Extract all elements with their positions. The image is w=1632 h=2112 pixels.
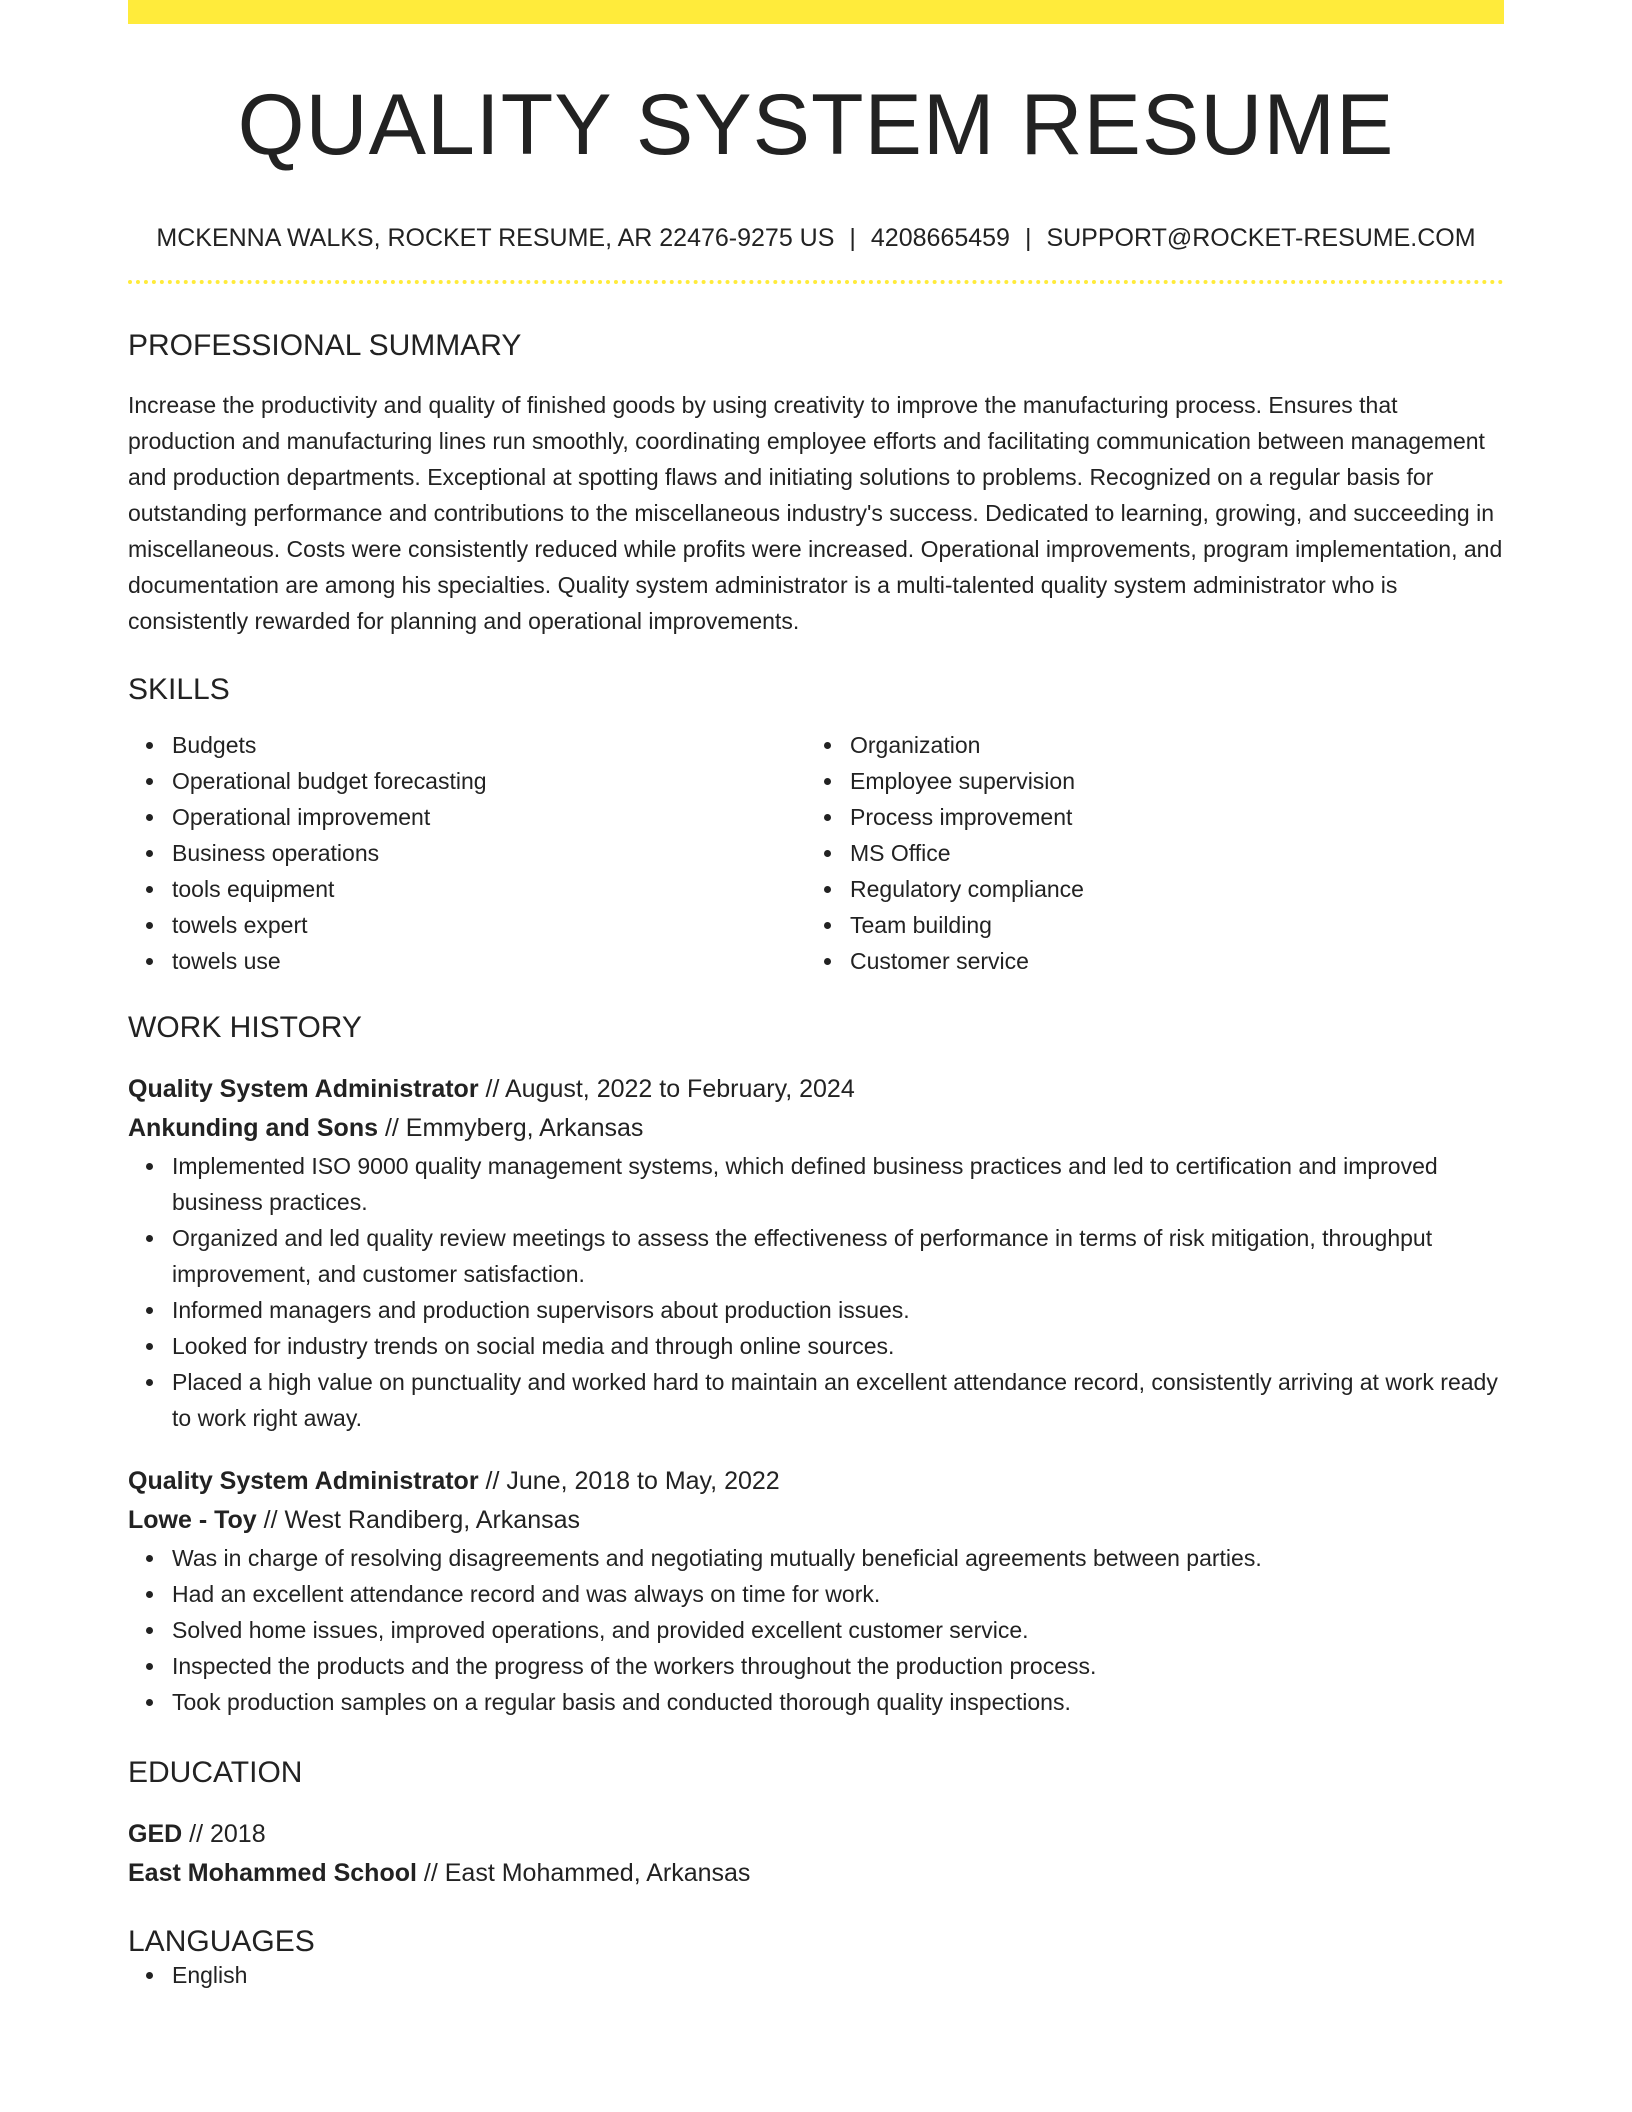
skill-item: towels use [172,943,806,979]
work-history-heading: WORK HISTORY [128,1011,362,1044]
language-item: English [172,1957,1504,1993]
job-entry [128,1462,1504,1720]
skill-item: tools equipment [172,871,806,907]
skill-item: Budgets [172,727,806,763]
education-school-line [128,1854,1504,1893]
languages-list [128,1957,1504,1993]
education-entry [128,1815,1504,1893]
resume-page [128,0,1504,1993]
job-dates: // August, 2022 to February, 2024 [485,1075,855,1103]
contact-phone: 4208665459 [870,224,1010,252]
job-bullet: Implemented ISO 9000 quality management systems, which defined business practices and led to certification and improved business practices. [172,1148,1504,1220]
skill-item: Team building [850,907,1484,943]
skill-item: Operational improvement [172,799,806,835]
job-bullet: Inspected the products and the progress of the workers throughout the production process. [172,1648,1504,1684]
skill-item: towels expert [172,907,806,943]
job-title-line [128,1070,1504,1109]
job-entry [128,1070,1504,1436]
education-heading: EDUCATION [128,1756,303,1789]
job-title: Quality System Administrator [128,1467,479,1495]
job-bullet: Informed managers and production supervisors about production issues. [172,1292,1504,1328]
skills-heading: SKILLS [128,673,230,706]
job-bullet: Looked for industry trends on social media and through online sources. [172,1328,1504,1364]
job-bullet: Took production samples on a regular basis and conducted thorough quality inspections. [172,1684,1504,1720]
skills-column-left [128,727,806,979]
summary-heading: PROFESSIONAL SUMMARY [128,329,522,362]
languages-heading: LANGUAGES [128,1925,315,1958]
job-location: // Emmyberg, Arkansas [384,1114,644,1142]
skill-item: MS Office [850,835,1484,871]
job-location: // West Randiberg, Arkansas [263,1506,581,1534]
contact-email: SUPPORT@ROCKET-RESUME.COM [1046,224,1476,252]
job-bullet: Had an excellent attendance record and was always on time for work. [172,1576,1504,1612]
skill-item: Customer service [850,943,1484,979]
summary-text: Increase the productivity and quality of finished goods by using creativity to improve the manufacturing process. Ensures that production and manufacturing lines run smoothly, coordinating employee efforts and facilitating communication between management and production departments. Exceptional at spotting flaws and initiating solutions to problems. Recognized on a regular basis for outstanding performance and contributions to the miscellaneous industry's success. Dedicated to learning, growing, and succeeding in miscellaneous. Costs were consistently reduced while profits were increased. Operational improvements, program implementation, and documentation are among his specialties. Quality system administrator is a multi-talented quality system administrator who is consistently rewarded for planning and operational improvements. [128,392,1503,634]
job-bullet: Placed a high value on punctuality and worked hard to maintain an excellent attendance record, consistently arriving at work ready to work right away. [172,1364,1504,1436]
contact-separator: | [849,224,856,252]
contact-separator: | [1024,224,1032,252]
job-dates: // June, 2018 to May, 2022 [485,1467,780,1495]
education-degree: GED [128,1820,183,1848]
contact-line [128,226,1504,251]
job-title: Quality System Administrator [128,1075,479,1103]
resume-title: QUALITY SYSTEM RESUME [237,77,1395,173]
header-divider [128,280,1504,284]
skill-item: Regulatory compliance [850,871,1484,907]
job-bullet: Solved home issues, improved operations, and provided excellent customer service. [172,1612,1504,1648]
job-bullets [128,1148,1504,1436]
skill-item: Organization [850,727,1484,763]
job-bullet: Organized and led quality review meetings to assess the effectiveness of performance in terms of risk mitigation, throughput improvement, and customer satisfaction. [172,1220,1504,1292]
job-company: Ankunding and Sons [128,1114,378,1142]
skills-column-right [806,727,1484,979]
education-school: East Mohammed School [128,1859,417,1887]
skills-grid [128,727,1504,979]
contact-address: MCKENNA WALKS, ROCKET RESUME, AR 22476-9275 US [156,224,835,252]
top-accent-bar [128,0,1504,24]
education-location: // East Mohammed, Arkansas [423,1859,751,1887]
job-title-line [128,1462,1504,1501]
education-year: // 2018 [189,1820,266,1848]
job-bullets [128,1540,1504,1720]
education-degree-line [128,1815,1504,1854]
skill-item: Process improvement [850,799,1484,835]
job-company-line [128,1501,1504,1540]
job-bullet: Was in charge of resolving disagreements and negotiating mutually beneficial agreements between parties. [172,1540,1504,1576]
skill-item: Operational budget forecasting [172,763,806,799]
job-company: Lowe - Toy [128,1506,257,1534]
job-company-line [128,1109,1504,1148]
skill-item: Business operations [172,835,806,871]
skill-item: Employee supervision [850,763,1484,799]
